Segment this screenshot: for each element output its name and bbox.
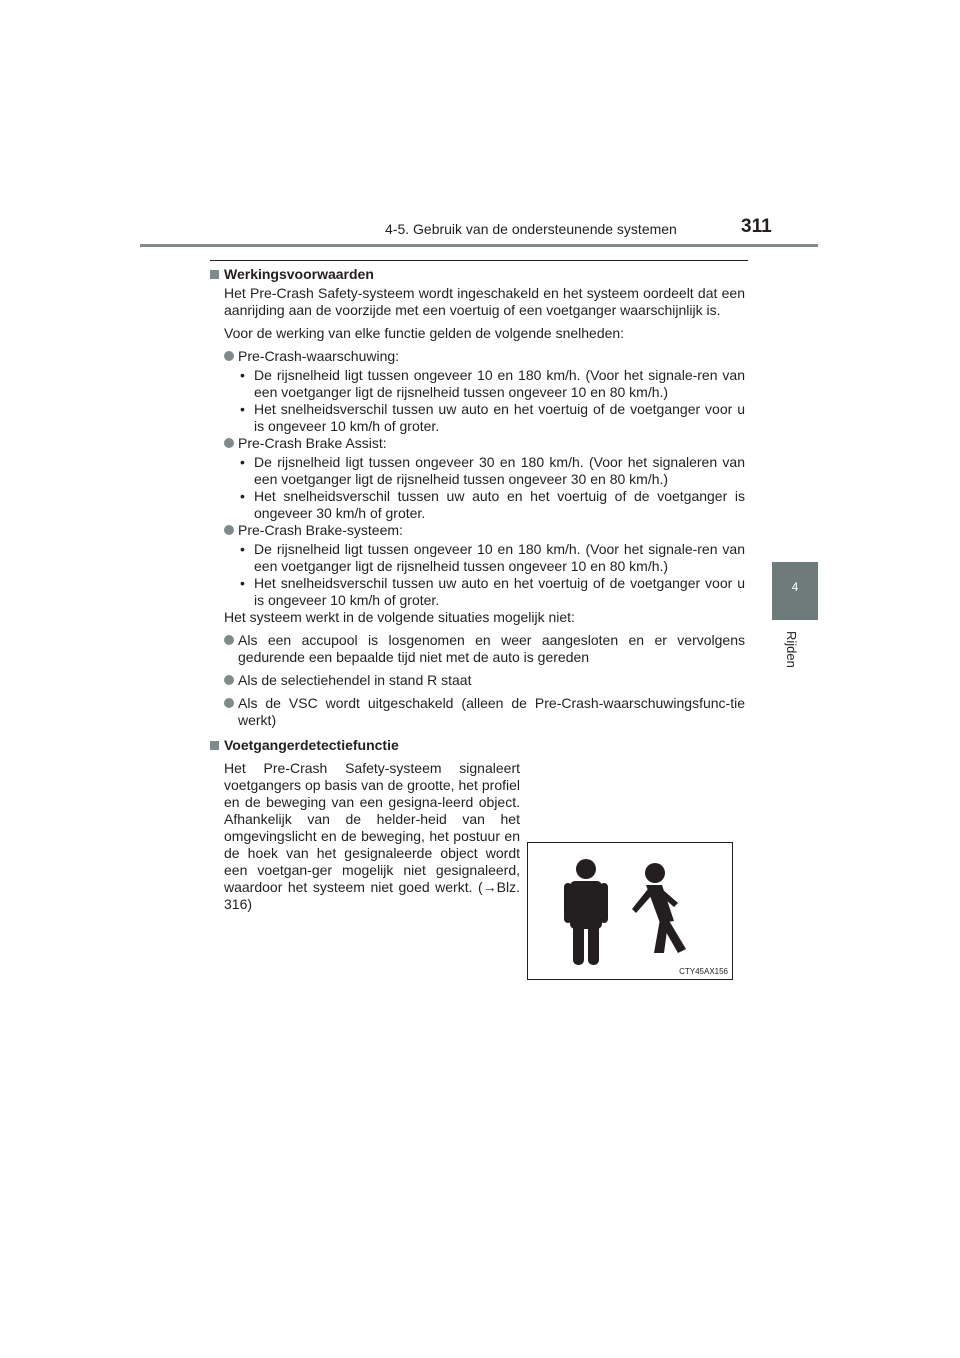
not-working-text: Als een accupool is losgenomen en weer aangesloten en er vervolgens gedurende een bepaalde tijd niet met de auto is gereden xyxy=(238,632,745,665)
function-item xyxy=(210,522,745,539)
not-working-item xyxy=(210,672,745,689)
function-sub-item xyxy=(210,488,745,522)
sub-item-text: De rijsnelheid ligt tussen ongeveer 10 en 180 km/h. (Voor het signale-ren van een voetganger ligt de rijsnelheid tussen ongeveer 10 en 80 km/h.) xyxy=(254,541,745,574)
function-title: Pre-Crash-waarschuwing: xyxy=(238,348,400,364)
function-item xyxy=(210,435,745,452)
sub-item-text: Het snelheidsverschil tussen uw auto en het voertuig of de voetganger voor u is ongeveer 10 km/h of groter. xyxy=(254,401,745,434)
circle-bullet-icon xyxy=(224,675,234,685)
dot-bullet-icon: • xyxy=(240,454,245,470)
circle-bullet-icon xyxy=(224,698,234,708)
square-bullet-icon xyxy=(210,741,219,750)
dot-bullet-icon: • xyxy=(240,488,245,504)
function-sub-item xyxy=(210,401,745,435)
not-working-intro: Het systeem werkt in de volgende situaties mogelijk niet: xyxy=(224,609,575,625)
function-sub-item xyxy=(210,454,745,488)
not-working-item xyxy=(210,695,745,729)
dot-bullet-icon: • xyxy=(240,367,245,383)
speeds-intro: Voor de werking van elke functie gelden de volgende snelheden: xyxy=(224,325,625,341)
circle-bullet-icon xyxy=(224,635,234,645)
header-rule xyxy=(140,244,818,247)
function-item xyxy=(210,348,745,365)
circle-bullet-icon xyxy=(224,525,234,535)
content-rule xyxy=(210,260,748,261)
header-section-title: 4-5. Gebruik van de ondersteunende systemen xyxy=(385,221,677,237)
sub-item-text: De rijsnelheid ligt tussen ongeveer 10 en 180 km/h. (Voor het signale-ren van een voetganger ligt de rijsnelheid tussen ongeveer 10 en 80 km/h.) xyxy=(254,367,745,400)
sub-item-text: Het snelheidsverschil tussen uw auto en het voertuig of de voetganger is ongeveer 30 km/h of groter. xyxy=(254,488,745,521)
dot-bullet-icon: • xyxy=(240,401,245,417)
voetganger-text: Het Pre-Crash Safety-systeem signaleert voetgangers op basis van de grootte, het profiel en de beweging van een gesigna-leerd object. Afhankelijk van de helder-heid van het omgevingslicht en de beweging, het postuur en de hoek van het gesignaleerde object wordt een voetgan-ger mogelijk niet gesignaleerd, waardoor het systeem niet goed werkt. (→Blz. 316) xyxy=(224,760,520,912)
chapter-tab[interactable] xyxy=(772,562,818,620)
function-sub-item xyxy=(210,541,745,575)
dot-bullet-icon: • xyxy=(240,541,245,557)
section-heading-voetganger xyxy=(210,737,745,754)
heading-text: Werkingsvoorwaarden xyxy=(224,266,374,282)
pedestrian-figure xyxy=(527,842,733,980)
sub-item-text: De rijsnelheid ligt tussen ongeveer 30 en 180 km/h. (Voor het signaleren van een voetganger ligt de rijsnelheid tussen ongeveer 30 en 80 km/h.) xyxy=(254,454,745,487)
section-heading-werking xyxy=(210,266,745,283)
page-content xyxy=(210,266,745,919)
square-bullet-icon xyxy=(210,270,219,279)
heading-text: Voetgangerdetectiefunctie xyxy=(224,737,399,753)
werking-intro: Het Pre-Crash Safety-systeem wordt ingeschakeld en het systeem oordeelt dat een aanrijding aan de voorzijde met een voertuig of een voetganger waarschijnlijk is. xyxy=(224,285,745,318)
circle-bullet-icon xyxy=(224,351,234,361)
pedestrian-illustration-icon xyxy=(528,843,732,979)
not-working-item xyxy=(210,632,745,666)
function-sub-item xyxy=(210,575,745,609)
chapter-tab-number: 4 xyxy=(791,580,799,594)
function-title: Pre-Crash Brake Assist: xyxy=(238,435,387,451)
not-working-text: Als de selectiehendel in stand R staat xyxy=(238,672,472,688)
function-sub-item xyxy=(210,367,745,401)
circle-bullet-icon xyxy=(224,438,234,448)
dot-bullet-icon: • xyxy=(240,575,245,591)
sub-item-text: Het snelheidsverschil tussen uw auto en het voertuig of de voetganger voor u is ongeveer 10 km/h of groter. xyxy=(254,575,745,608)
figure-code: CTY45AX156 xyxy=(679,967,728,976)
chapter-tab-label: Rijden xyxy=(784,631,799,668)
page-number: 311 xyxy=(741,216,772,237)
not-working-text: Als de VSC wordt uitgeschakeld (alleen de Pre-Crash-waarschuwingsfunc-tie werkt) xyxy=(238,695,745,728)
function-title: Pre-Crash Brake-systeem: xyxy=(238,522,403,538)
